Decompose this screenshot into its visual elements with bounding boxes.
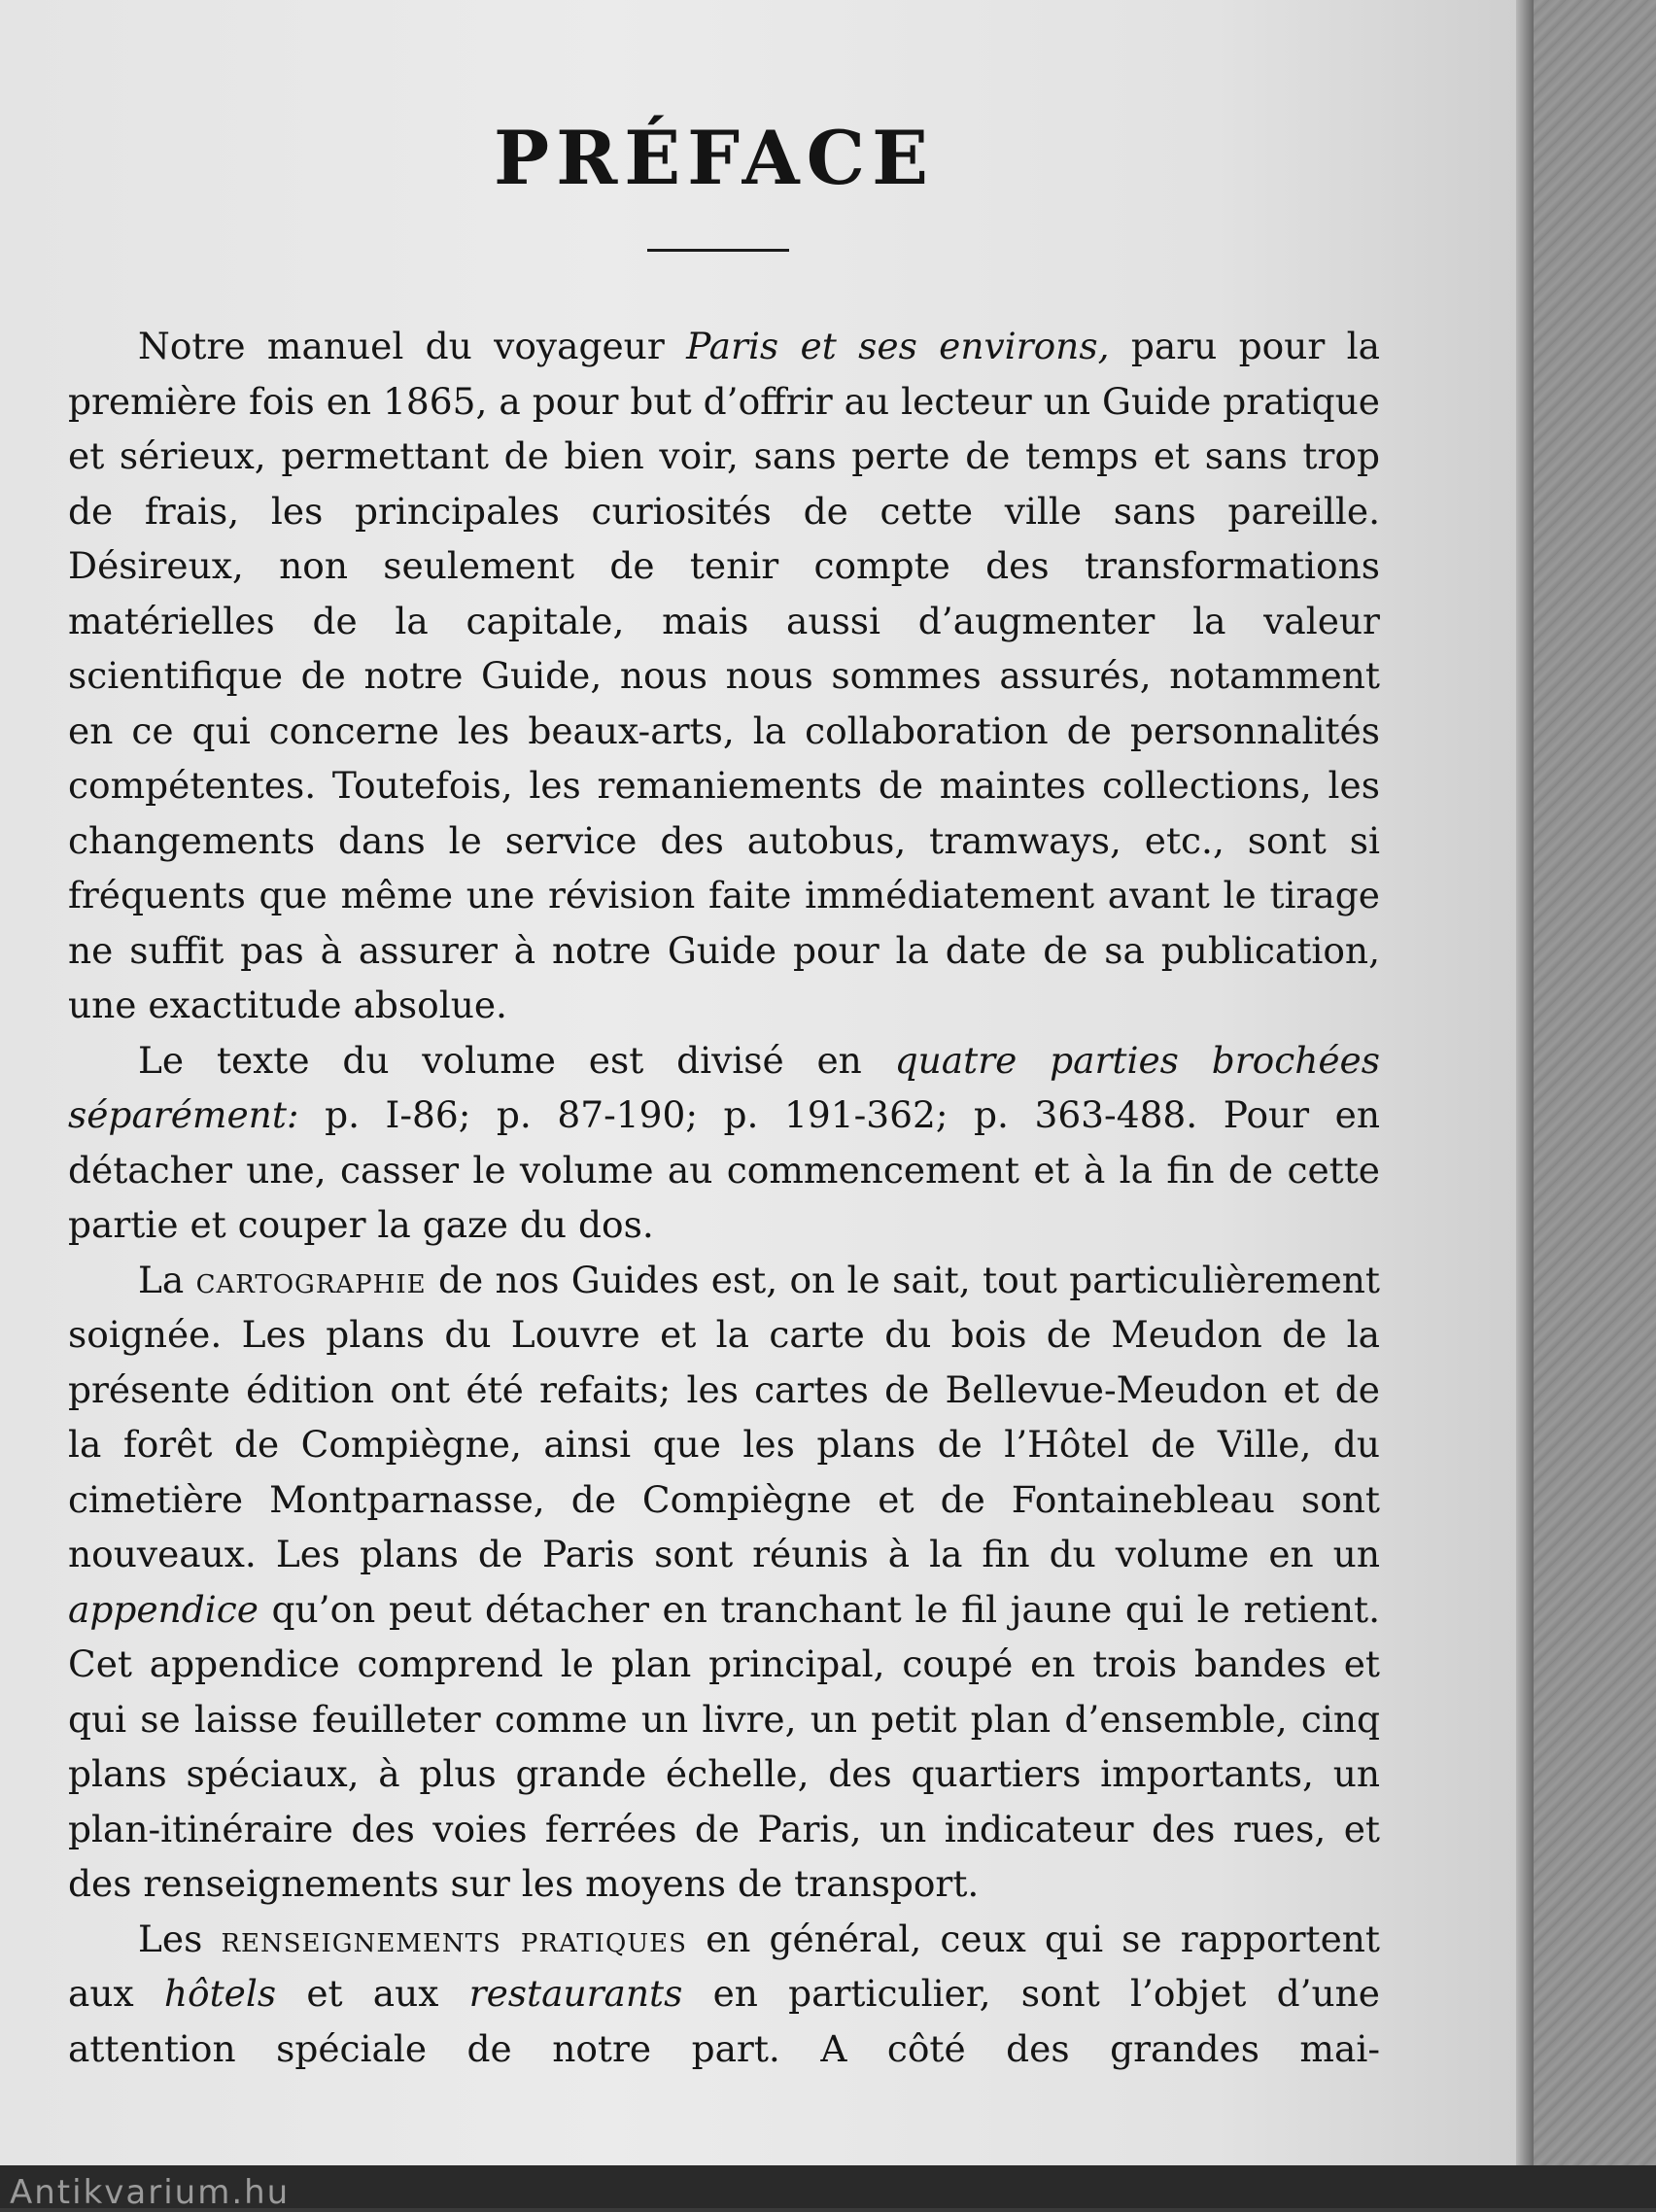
title-rule bbox=[647, 249, 789, 252]
paragraph-3-text-c: qu’on peut détacher en tranchant le fil jaune qui le retient. Cet appendice comprend le plan principal, coupé en trois bandes et qui se laisse feuilleter comme un livre, un petit plan d’ensemble, cinq plans spéciaux, à plus grande échelle, des quartiers importants, un plan-itinéraire des voies ferrées de Paris, un indicateur des rues, et des renseignements sur les moyens de transport. bbox=[68, 1587, 1380, 1905]
page-title: PRÉFACE bbox=[493, 115, 936, 201]
paragraph-2-text-b: p. I-86; p. 87-190; p. 191-362; p. 363-488. Pour en détacher une, casser le volume au commencement et à la fin de cette partie et couper la gaze du dos. bbox=[68, 1093, 1380, 1246]
paragraph-1-text-b: paru pour la première fois en 1865, a pour but d’offrir au lecteur un Guide pratique et sérieux, permettant de bien voir, sans perte de temps et sans trop de frais, les principales curiosités de cette ville sans pareille. Désireux, non seulement de tenir compte des transformations matérielles de la capitale, mais aussi d’augmenter la valeur scientifique de notre Guide, nous nous sommes assurés, notamment en ce qui concerne les beaux-arts, la collaboration de personnalités compétentes. Toutefois, les remaniements de maintes collections, les changements dans le service des autobus, tramways, etc., sont si fréquents que même une révision faite immédiatement avant le tirage ne suffit pas à assurer à notre Guide pour la date de sa publication, une exactitude absolue. bbox=[68, 325, 1380, 1026]
paragraph-1-text-a: Notre manuel du voyageur bbox=[138, 325, 687, 367]
paragraph-3-italic: appendice bbox=[68, 1587, 259, 1631]
paragraph-2 bbox=[68, 1033, 1380, 1253]
background-surface bbox=[1534, 0, 1656, 2208]
paragraph-3-smallcaps: cartographie bbox=[195, 1258, 427, 1301]
paragraph-4-text-d: en particulier, sont l’objet d’une attention spéciale de notre part. A côté des grandes mai- bbox=[68, 1972, 1380, 2070]
paragraph-4-text-c: et aux bbox=[276, 1972, 469, 2015]
watermark: Antikvarium.hu bbox=[10, 2173, 291, 2212]
paragraph-4-smallcaps: renseignements pratiques bbox=[221, 1917, 687, 1960]
paragraph-4-italic-b: restaurants bbox=[468, 1972, 683, 2015]
paragraph-4-text-a: Les bbox=[138, 1917, 222, 1960]
page-edge bbox=[1516, 0, 1534, 2208]
paragraph-1 bbox=[68, 319, 1380, 1033]
preface-text bbox=[68, 319, 1380, 2076]
paragraph-3-text-a: La bbox=[138, 1258, 196, 1301]
paragraph-3 bbox=[68, 1253, 1380, 1912]
paragraph-2-text-a: Le texte du volume est divisé en bbox=[138, 1038, 895, 1082]
paragraph-4-text-b: en général, ceux qui se rapportent aux bbox=[68, 1917, 1380, 2015]
paragraph-4 bbox=[68, 1912, 1380, 2077]
paragraph-3-text-b: de nos Guides est, on le sait, tout particulièrement soignée. Les plans du Louvre et la carte du bois de Meudon de la présente édition ont été refaits; les cartes de Bellevue-Meudon et de la forêt de Compiègne, ainsi que les plans de l’Hôtel de Ville, du cimetière Montparnasse, de Compiègne et de Fontainebleau sont nouveaux. Les plans de Paris sont réunis à la fin du volume en un bbox=[68, 1258, 1380, 1575]
paragraph-2-italic: quatre parties brochées séparément: bbox=[68, 1038, 1380, 1136]
paragraph-4-italic-a: hôtels bbox=[163, 1972, 277, 2015]
paragraph-1-italic: Paris et ses environs, bbox=[686, 325, 1110, 367]
